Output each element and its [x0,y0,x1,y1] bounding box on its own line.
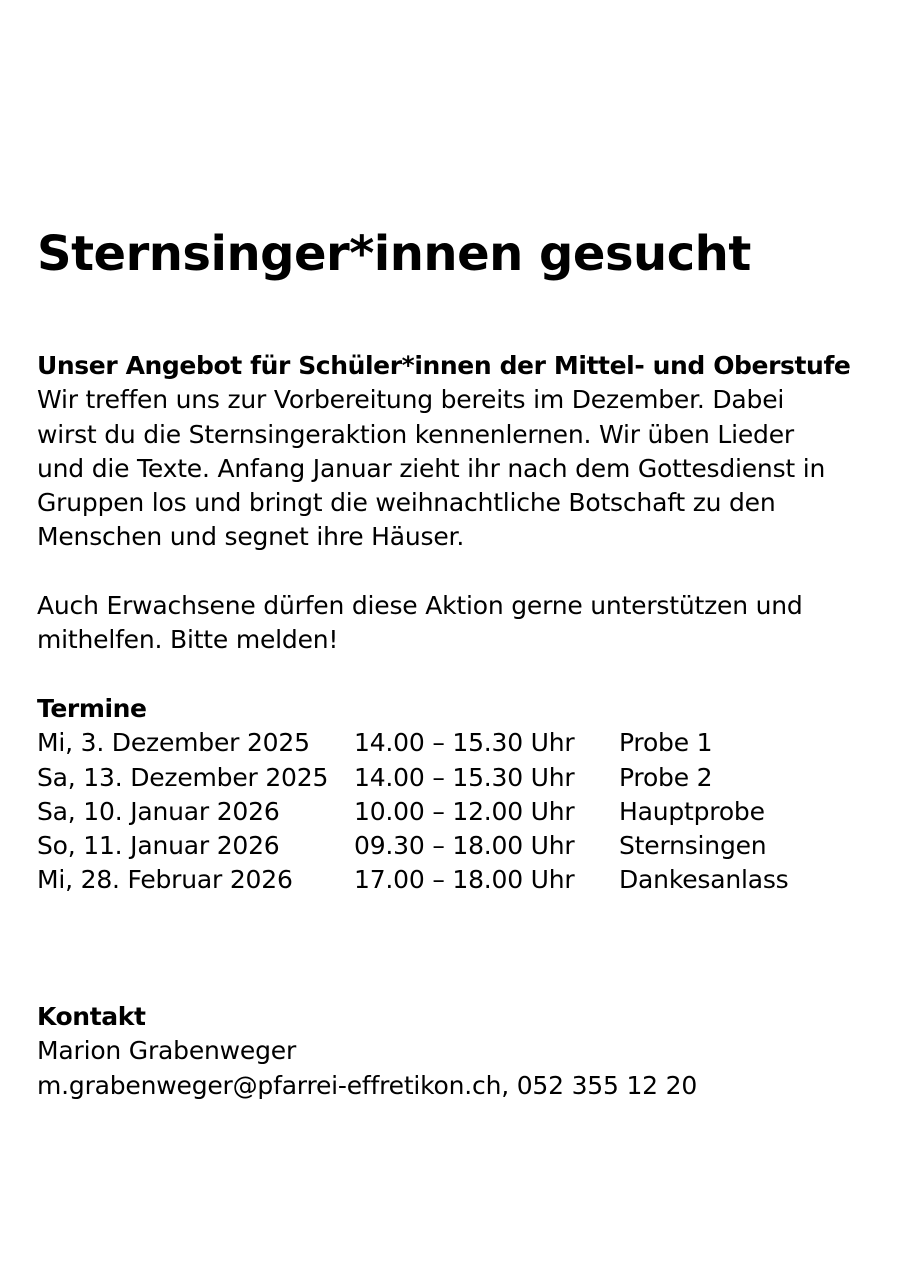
time-cell: 14.00 – 15.30 Uhr [354,762,575,792]
offer-heading: Unser Angebot für Schüler*innen der Mittel- und Oberstufe [37,351,851,380]
offer-text-line: Wir treffen uns zur Vorbereitung bereits im Dezember. Dabei [37,385,785,415]
time-cell: 17.00 – 18.00 Uhr [354,865,575,895]
date-cell: Sa, 13. Dezember 2025 [37,762,329,792]
event-cell: Probe 1 [619,728,713,758]
offer-text-line: wirst du die Sternsingeraktion kennenlernen. Wir üben Lieder [37,419,794,449]
dates-heading: Termine [37,694,147,723]
dates-row [37,761,877,795]
dates-row [37,829,877,863]
offer-text-line: und die Texte. Anfang Januar zieht ihr nach dem Gottesdienst in [37,453,826,483]
offer-section [37,349,877,555]
time-cell: 09.30 – 18.00 Uhr [354,831,575,861]
event-cell: Dankesanlass [619,865,789,895]
date-cell: So, 11. Januar 2026 [37,831,280,861]
date-cell: Mi, 28. Februar 2026 [37,865,293,895]
dates-section [37,692,877,898]
contact-heading: Kontakt [37,1002,146,1031]
adults-text-line: Auch Erwachsene dürfen diese Aktion gerne unterstützen und [37,591,803,620]
date-cell: Mi, 3. Dezember 2025 [37,728,310,758]
dates-row [37,795,877,829]
dates-row [37,863,877,897]
page-title: Sternsinger*innen gesucht [37,226,751,282]
contact-name: Marion Grabenweger [37,1036,297,1066]
dates-table [37,726,877,897]
offer-text-line: Menschen und segnet ihre Häuser. [37,522,465,552]
event-cell: Sternsingen [619,831,767,861]
adults-text-line: mithelfen. Bitte melden! [37,625,339,655]
adults-section [37,589,877,658]
event-cell: Hauptprobe [619,796,765,826]
time-cell: 14.00 – 15.30 Uhr [354,728,575,758]
time-cell: 10.00 – 12.00 Uhr [354,796,575,826]
contact-section [37,1000,877,1103]
event-cell: Probe 2 [619,762,713,792]
offer-text-line: Gruppen los und bringt die weihnachtliche Botschaft zu den [37,488,776,518]
dates-row [37,726,877,760]
contact-details: m.grabenweger@pfarrei-effretikon.ch, 052 355 12 20 [37,1070,698,1100]
date-cell: Sa, 10. Januar 2026 [37,796,280,826]
